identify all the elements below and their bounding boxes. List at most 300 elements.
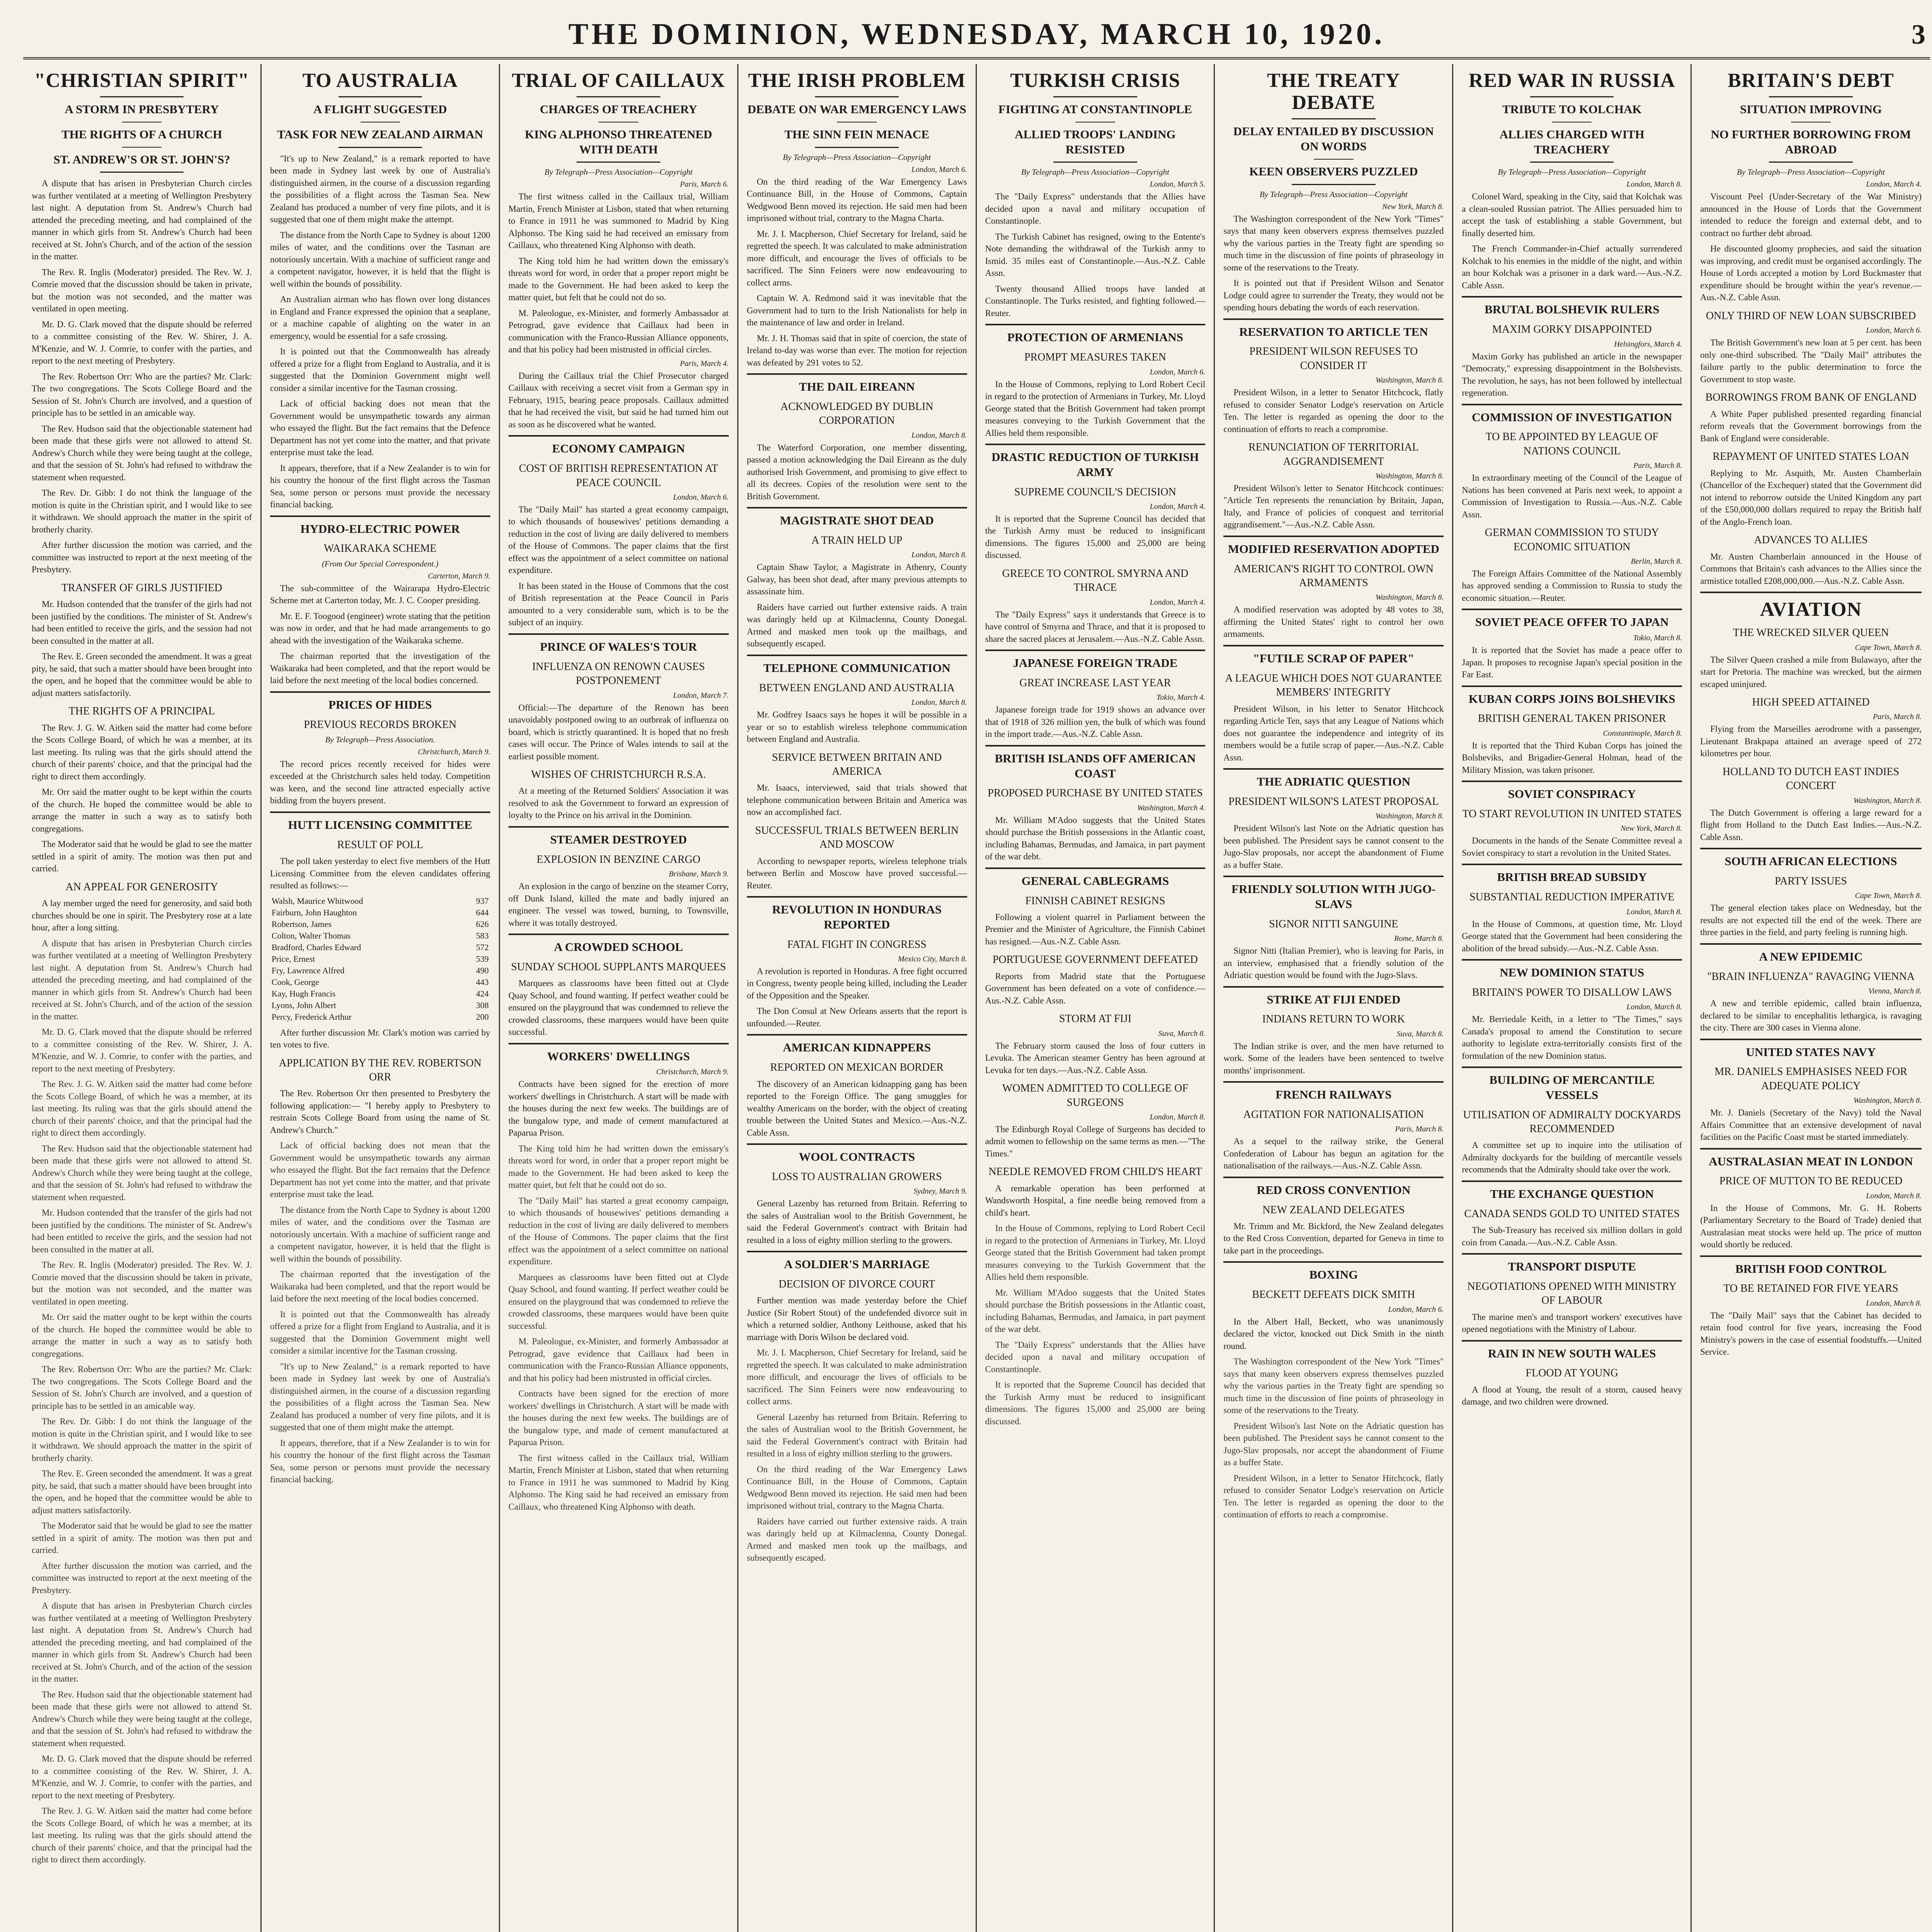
dateline: Cape Town, March 8. (1855, 891, 1922, 900)
divider (1462, 959, 1682, 961)
paragraph: M. Paleologue, ex-Minister, and formerly Ambassador at Petrograd, gave evidence that Caillaux had been in communication with the Franco-Russian Alliance opponents, and that his policy had been mistrusted in official circles. (508, 1337, 729, 1383)
section-heading: RESERVATION TO ARTICLE TEN (1239, 325, 1428, 338)
paragraph: The Rev. Robertson Orr then presented to Presbytery the following application:— "I hereby apply to Presbytery to restrain Scots College Board from using the name of St. Andrew's Church." (270, 1088, 490, 1135)
dateline: London, March 5. (1150, 180, 1206, 189)
subheading: SUBSTANTIAL REDUCTION IMPERATIVE (1469, 891, 1675, 903)
paragraph: The marine men's and transport workers' executives have opened negotiations with the Ministry of Labour. (1462, 1312, 1682, 1334)
divider (747, 373, 967, 375)
paragraph: He discounted gloomy prophecies, and said the situation was improving, and credit must be organised accordingly. The House of Lords accepted a motion by Lord Buckmaster that expenditure should be brought within the year's revenue.—Aus.-N.Z. Cable Assn. (1700, 244, 1922, 303)
table-row (270, 895, 490, 907)
deck: FIGHTING AT CONSTANTINOPLE (998, 102, 1192, 116)
dateline: London, March 4. (1150, 598, 1206, 607)
subheading: APPLICATION BY THE REV. ROBERTSON ORR (279, 1057, 482, 1083)
table-row (270, 918, 490, 930)
paragraph: The Washington correspondent of the New York "Times" says that many keen observers express themselves puzzled why the various parties in the Treaty fight are spending so much time in the discussion of fine points of phraseology in some of the reservations to the Treaty. (1223, 214, 1444, 272)
divider (1462, 685, 1682, 687)
dateline: New York, March 8. (1382, 202, 1444, 211)
paragraph: The distance from the North Cape to Sydney is about 1200 miles of water, and the conditions over the Tasman are notoriously uncertain. With a machine of sufficient range and a competent navigator, however, it is held that the flight is well within the bounds of possibility. (270, 1205, 490, 1264)
divider (577, 162, 660, 163)
deck: TASK FOR NEW ZEALAND AIRMAN (277, 127, 483, 141)
section-heading: FRIENDLY SOLUTION WITH JUGO-SLAVS (1231, 882, 1436, 911)
paragraph: A remarkable operation has been performed at Wandsworth Hospital, a fine needle being removed from a child's heart. (985, 1183, 1206, 1218)
paragraph: The chairman reported that the investigation of the Waikaraka had been completed, and that the report would be laid before the next meeting of the local bodies concerned. (270, 651, 490, 685)
subheading: INDIANS RETURN TO WORK (1262, 1013, 1405, 1026)
divider (509, 435, 729, 437)
dateline: London, March 8. (1626, 180, 1682, 189)
subheading: SUNDAY SCHOOL SUPPLANTS MARQUEES (511, 961, 726, 973)
dateline: Vienna, March 8. (1868, 987, 1922, 996)
paragraph: Mr. D. G. Clark moved that the dispute should be referred to a committee consisting of the Rev. W. Shirer, J. A. M'Kenzie, and W. J. Comrie, to confer with the parties, and report to the next meeting of Presbytery. (32, 1754, 252, 1800)
divider (1462, 781, 1682, 782)
section-heading: BUILDING OF MERCANTILE VESSELS (1489, 1073, 1655, 1102)
subheading: TO BE RETAINED FOR FIVE YEARS (1723, 1282, 1898, 1295)
divider (1700, 943, 1922, 945)
paragraph: M. Paleologue, ex-Minister, and formerly Ambassador at Petrograd, gave evidence that Caillaux had been in communication with the Franco-Russian Alliance opponents, and that his policy had been mistrusted in official circles. (508, 308, 729, 355)
subheading: BRITISH GENERAL TAKEN PRISONER (1478, 713, 1666, 725)
dateline: Brisbane, March 9. (668, 870, 729, 879)
paragraph: Lack of official backing does not mean that the Government would be unsympathetic towards any airman who essayed the flight. But the fact remains that the Defence Department has not yet come into the matter, and that private enterprise must take the lead. (270, 399, 490, 457)
deck: KEEN OBSERVERS PUZZLED (1249, 164, 1418, 178)
vote-count: 308 (476, 1000, 489, 1010)
candidate-name: Price, Ernest (271, 954, 315, 964)
section-heading: HUTT LICENSING COMMITTEE (288, 818, 473, 832)
paragraph: On the third reading of the War Emergency Laws Continuance Bill, in the House of Commons, Captain Wedgwood Benn moved its rejection. He said men had been imprisoned without trial, contrary to the Magna Charta. (747, 1464, 967, 1511)
subheading: MR. DANIELS EMPHASISES NEED FOR ADEQUATE POLICY (1714, 1066, 1907, 1092)
section-heading: BRITISH FOOD CONTROL (1735, 1262, 1887, 1276)
subheading: GREECE TO CONTROL SMYRNA AND THRACE (1002, 567, 1189, 594)
paragraph: Following a violent quarrel in Parliament between the Premier and the Minister of Agriculture, the Finnish Cabinet has resigned.—Aus.-N.Z. Cable Assn. (985, 912, 1206, 946)
divider (1462, 609, 1682, 610)
paragraph: Japanese foreign trade for 1919 shows an advance over that of 1918 of 326 million yen, the bulk of which was found in the import trade.—Aus.-N.Z. Cable Assn. (985, 705, 1206, 739)
subheading: LOSS TO AUSTRALIAN GROWERS (772, 1170, 942, 1183)
dateline: London, March 7. (673, 691, 729, 700)
dateline: London, March 4. (1150, 502, 1206, 511)
section-heading: PRINCE OF WALES'S TOUR (540, 639, 697, 653)
divider (985, 745, 1206, 747)
divider (747, 655, 967, 656)
subheading: "BRAIN INFLUENZA" RAVAGING VIENNA (1707, 970, 1915, 983)
deck: ALLIES CHARGED WITH TREACHERY (1499, 127, 1645, 156)
section-heading: RAIN IN NEW SOUTH WALES (1488, 1346, 1656, 1360)
paragraph: President Wilson's last Note on the Adriatic question has been published. The President says he cannot consent to the Jugo-Slav proposals, nor accept the abandonment of Fiume as a buffer State. (1223, 823, 1444, 870)
divider (1530, 162, 1614, 163)
paragraph: The Dutch Government is offering a large reward for a flight from Holland to the Dutch East Indies.—Aus.-N.Z. Cable Assn. (1700, 808, 1922, 842)
section-heading: WORKERS' DWELLINGS (547, 1049, 690, 1063)
vote-count: 572 (476, 942, 489, 952)
paragraph: Lack of official backing does not mean that the Government would be unsympathetic towards any airman who essayed the flight. But the fact remains that the Defence Department has not yet come into the matter, and that private enterprise must take the lead. (270, 1141, 490, 1199)
vote-count: 937 (476, 896, 489, 906)
divider (1462, 1253, 1682, 1255)
paragraph: The Rev. J. G. W. Aitken said the matter had come before the Scots College Board, of which he was a member, at its last meeting. Its ruling was that the girls should attend the church of their parents' choice, and that the principal had the right to direct them accordingly. (32, 1079, 252, 1138)
paragraph: The Moderator said that he would be glad to see the matter settled in a spirit of amity. The motion was then put and carried. (32, 839, 252, 874)
deck: NO FURTHER BORROWING FROM ABROAD (1711, 127, 1911, 156)
subheading: A TRAIN HELD UP (811, 534, 903, 546)
divider (1223, 318, 1444, 320)
dateline: Washington, March 8. (1375, 593, 1444, 602)
paragraph: The Rev. J. G. W. Aitken said the matter had come before the Scots College Board, of which he was a member, at its last meeting. Its ruling was that the girls should attend the church of their parents' choice, and that the principal had the right to direct them accordingly. (32, 723, 252, 781)
column-3 (500, 64, 738, 1932)
dateline: London, March 6. (673, 493, 729, 502)
paragraph: It is reported that the Supreme Council has decided that the Turkish Army must be reduced to insignificant dimensions. The figures 15,000 and 25,000 are being discussed. (985, 1380, 1206, 1426)
subheading: SERVICE BETWEEN BRITAIN AND AMERICA (772, 751, 942, 777)
paragraph: Mr. William M'Adoo suggests that the United States should purchase the British possessions in the Atlantic coast, including Bahamas, Bermudas, and Jamaica, in part payment of the war debt. (985, 815, 1206, 862)
paragraph: Marquees as classrooms have been fitted out at Clyde Quay School, and found wanting. If perfect weather could be ensured on the playground that was condemned to relieve the crowded classrooms, these marquees would have been quite successful. (508, 978, 729, 1037)
deck: A FLIGHT SUGGESTED (313, 102, 447, 116)
divider (1700, 1039, 1922, 1040)
paragraph: Further mention was made yesterday before the Chief Justice (Sir Robert Stout) of the undefended divorce suit in which a returned soldier, Anthony Leithouse, asked that his marriage with Doris Wilson be declared void. (747, 1296, 967, 1342)
section-heading: A NEW EPIDEMIC (1759, 949, 1863, 963)
paragraph: It is pointed out that the Commonwealth has already offered a prize for a flight from England to Australia, and it is suggested that the Dominion Government might well consider a similar incentive for the Tasman crossing. (270, 1309, 490, 1356)
credit-line: By Telegraph—Press Association. (325, 735, 435, 744)
paragraph: Documents in the hands of the Senate Committee reveal a Soviet conspiracy to start a revolution in the United States. (1462, 836, 1682, 858)
subheading: STORM AT FIJI (1059, 1013, 1132, 1025)
subheading: BRITAIN'S POWER TO DISALLOW LAWS (1472, 986, 1672, 998)
table-row (270, 988, 490, 1000)
paragraph: Mr. Orr said the matter ought to be kept within the courts of the church. He hoped the committee would be able to arrange the matter in such a way as to satisfy both congregations. (32, 1312, 252, 1359)
deck: A STORM IN PRESBYTERY (65, 102, 219, 116)
paragraph: After further discussion the motion was carried, and the committee was instructed to report at the next meeting of the Presbytery. (32, 540, 252, 575)
paragraph: A committee set up to inquire into the utilisation of Admiralty dockyards for the building of mercantile vessels recommends that the Admiralty should take over the work. (1462, 1140, 1682, 1175)
subheading: A LEAGUE WHICH DOES NOT GUARANTEE MEMBERS' INTEGRITY (1225, 672, 1442, 699)
subheading: PARTY ISSUES (1775, 875, 1847, 887)
subheading: DECISION OF DIVORCE COURT (779, 1278, 935, 1290)
subheading: BETWEEN ENGLAND AND AUSTRALIA (759, 682, 955, 694)
section-heading: SOVIET CONSPIRACY (1508, 787, 1636, 801)
candidate-name: Lyons, John Albert (271, 1000, 336, 1010)
dateline: Mexico City, March 8. (898, 954, 967, 963)
subheading: PRICE OF MUTTON TO BE REDUCED (1719, 1175, 1903, 1187)
dateline: London, March 6. (1150, 367, 1206, 376)
divider (1053, 96, 1137, 97)
paragraph: The general election takes place on Wednesday, but the results are not expected till the end of the week. There are three parties in the field, and party feeling is running high. (1700, 903, 1922, 937)
paragraph: The Foreign Affairs Committee of the National Assembly has approved sending a Commission to Russia to study the economic situation.—Reuter. (1462, 568, 1682, 603)
subheading: PORTUGUESE GOVERNMENT DEFEATED (992, 954, 1198, 966)
vote-count: 583 (476, 930, 489, 940)
dateline: Washington, March 8. (1853, 796, 1922, 805)
candidate-name: Robertson, James (271, 919, 332, 929)
column-1 (23, 64, 262, 1932)
paragraph: The Rev. E. Green seconded the amendment. It was a great pity, he said, that such a matter should have been brought into the open, and he hoped that the committee would be able to adjust matters satisfactorily. (32, 1469, 252, 1515)
dateline: London, March 4. (1866, 180, 1922, 189)
candidate-name: Percy, Frederick Arthur (271, 1012, 352, 1022)
divider (270, 691, 490, 693)
subheading: THE WRECKED SILVER QUEEN (1733, 627, 1889, 639)
headline: TO AUSTRALIA (302, 70, 458, 92)
paragraph: In the Albert Hall, Beckett, who was unanimously declared the victor, knocked out Dick Smith in the ninth round. (1223, 1316, 1444, 1351)
subheading: HOLLAND TO DUTCH EAST INDIES CONCERT (1722, 765, 1900, 792)
paragraph: A revolution is reported in Honduras. A free fight occurred in Congress, twenty people being killed, including the Leader of the Opposition and the Speaker. (747, 966, 967, 1000)
paragraph: A dispute that has arisen in Presbyterian Church circles was further ventilated at a meeting of Wellington Presbytery last night. A deputation from St. Andrew's Church had attended the preceding meeting, and had complained of the manner in which girls from St. Andrew's Church had been received at St. John's Church, and of the action of the session in the matter. (32, 179, 252, 262)
dateline: Berlin, March 8. (1631, 557, 1682, 566)
paragraph: In the House of Commons, at question time, Mr. Lloyd George stated that the Government had been considering the abolition of the bread subsidy.—Aus.-N.Z. Cable Assn. (1462, 919, 1682, 953)
paragraph: It is reported that the Soviet has made a peace offer to Japan. It proposes to recognise Japan's special position in the Far East. (1462, 645, 1682, 680)
paragraph: Flying from the Marseilles aerodrome with a passenger, Lieutenant Brakpapa attained an average speed of 272 kilometres per hour. (1700, 724, 1922, 759)
deck: CHARGES OF TREACHERY (540, 102, 697, 116)
divider (1462, 1340, 1682, 1342)
divider (1292, 184, 1376, 185)
table-row (270, 930, 490, 942)
continued-text (1223, 1355, 1444, 1521)
paragraph: The "Daily Express" says it understands that Greece is to have control of Smyrna and Thrace, and that it is proposed to share the sacred places at Jerusalem.—Aus.-N.Z. Cable Assn. (985, 609, 1206, 644)
section-heading: THE ADRIATIC QUESTION (1257, 775, 1410, 788)
divider (1462, 296, 1682, 298)
dateline: Suva, March 8. (1158, 1029, 1206, 1038)
paragraph: The Rev. Hudson said that the objectionable statement had been made that these girls were not allowed to attend St. Andrew's Church while they were being taught at the college, and that the session of St. John's had refused to withdraw the statement when requested. (32, 1689, 252, 1748)
section-heading: RED CROSS CONVENTION (1257, 1183, 1411, 1197)
candidate-name: Fairburn, John Haughton (271, 907, 357, 917)
vote-count: 200 (476, 1012, 489, 1022)
divider (1223, 1177, 1444, 1178)
paragraph: A White Paper published presented regarding financial reform reveals that the Government borrowings from the Bank of England were considerable. (1700, 409, 1922, 443)
dateline: London, March 8. (911, 551, 967, 560)
paragraph: Captain W. A. Redmond said it was inevitable that the Government had to turn to the Irish Nationalists for help in the maintenance of law and order in Ireland. (747, 293, 967, 328)
continued-text (270, 1139, 490, 1486)
dateline: Rome, March 8. (1394, 934, 1444, 943)
dateline: Carterton, March 9. (428, 571, 490, 580)
divider (985, 867, 1206, 869)
subheading: SIGNOR NITTI SANGUINE (1269, 918, 1398, 930)
paragraph: Raiders have carried out further extensive raids. A train was daringly held up at Kilmaclenna, County Donegal. Armed and masked men took up the mailbags, and subsequently escaped. (747, 602, 967, 649)
paragraph: The King told him he had written down the emissary's threats word for word, in order that a proper report might be made to the Government. He had been asked to keep the matter quiet, but felt that he could not do so. (508, 1143, 729, 1190)
credit-line: By Telegraph—Press Association—Copyright (544, 167, 693, 177)
table-row (270, 1000, 490, 1011)
section-heading: A CROWDED SCHOOL (554, 940, 683, 954)
paragraph: Mr. E. F. Toogood (engineer) wrote stating that the petition was now in order, and that he had made arrangements to go ahead with the investigation of the Waikaraka scheme. (270, 611, 490, 645)
section-heading: ECONOMY CAMPAIGN (552, 442, 685, 456)
paragraph: The Rev. Hudson said that the objectionable statement had been made that these girls were not allowed to attend St. Andrew's Church while they were being taught at the college, and that the session of St. John's had refused to withdraw the statement when requested. (32, 1143, 252, 1202)
dateline: London, March 6. (1388, 1305, 1444, 1314)
deck: THE SINN FEIN MENACE (784, 127, 929, 141)
paragraph: President Wilson's letter to Senator Hitchcock continues: "Article Ten represents the renunciation by Britain, Japan, Italy, and France of policies of conquest and territorial aggrandisement."—Aus.-N.Z. Cable Assn. (1223, 483, 1444, 530)
paragraph: The first witness called in the Caillaux trial, William Martin, French Minister at Lisbon, stated that when returning to France in 1911 he was summoned to Madrid by King Alphonso. The King said he had received an emissary from Caillaux, who threatened King Alphonso with death. (508, 1453, 729, 1512)
paragraph: The "Daily Express" understands that the Allies have decided upon a naval and military occupation of Constantinople. (985, 1340, 1206, 1374)
paragraph: Contracts have been signed for the erection of more workers' dwellings in Christchurch. A start will be made with the houses during the next few weeks. The buildings are of the bungalow type, and made of cement manufactured at Paparua Prison. (508, 1079, 729, 1138)
section-heading: PRICES OF HIDES (328, 697, 432, 711)
paragraph: The Rev. Dr. Gibb: I do not think the language of the motion is quite in the Christian spirit, and I would like to see it withdrawn. We should approach the matter in the spirit of brotherly charity. (32, 488, 252, 534)
subheading: BORROWINGS FROM BANK OF ENGLAND (1705, 391, 1917, 404)
subheading: MAXIM GORKY DISAPPOINTED (1492, 323, 1652, 336)
divider (985, 444, 1206, 445)
subheading: SUCCESSFUL TRIALS BETWEEN BERLIN AND MOSCOW (755, 824, 959, 851)
section-heading: GENERAL CABLEGRAMS (1021, 874, 1169, 888)
section-heading: BRITISH BREAD SUBSIDY (1497, 870, 1647, 884)
divider (122, 147, 162, 148)
section-heading: STRIKE AT FIJI ENDED (1267, 992, 1401, 1006)
dateline: Paris, March 8. (1633, 461, 1682, 470)
section-heading: STEAMER DESTROYED (550, 832, 687, 846)
subheading: CANADA SENDS GOLD TO UNITED STATES (1464, 1208, 1680, 1220)
paragraph: The Rev. E. Green seconded the amendment. It was a great pity, he said, that such a matter should have been brought into the open, and he hoped that the committee would be able to adjust matters satisfactorily. (32, 651, 252, 698)
dateline: London, March 8. (1150, 1112, 1206, 1121)
divider (985, 650, 1206, 651)
headline: THE IRISH PROBLEM (748, 70, 966, 92)
dateline: London, March 8. (1626, 907, 1682, 916)
paragraph: An Australian airman who has flown over long distances in England and France expressed the opinion that a seaplane, or a machine capable of alighting on the water in an emergency, would be essential for a safe crossing. (270, 294, 490, 341)
dateline: Washington, March 8. (1375, 376, 1444, 385)
subheading: WAIKARAKA SCHEME (323, 543, 437, 555)
paragraph: The King told him he had written down the emissary's threats word for word, in order that a proper report might be made to the Government. He had been asked to keep the matter quiet, but felt that he could not do so. (508, 256, 729, 303)
paragraph: Mr. Hudson contended that the transfer of the girls had not been justified by the conditions. The minister of St. Andrew's had been entitled to receive the girls, and the session had not been consulted in the matter at all. (32, 1208, 252, 1254)
subheading: AN APPEAL FOR GENEROSITY (65, 881, 218, 893)
paragraph: Mr. Isaacs, interviewed, said that trials showed that telephone communication between Britain and America was now an accomplished fact. (747, 783, 967, 817)
candidate-name: Walsh, Maurice Whitwood (271, 896, 363, 906)
headline: BRITAIN'S DEBT (1728, 70, 1894, 92)
column-4 (738, 64, 977, 1932)
subheading: COST OF BRITISH REPRESENTATION AT PEACE COUNCIL (519, 463, 718, 489)
subheading: NEEDLE REMOVED FROM CHILD'S HEART (988, 1166, 1202, 1178)
divider (509, 934, 729, 935)
paragraph: According to newspaper reports, wireless telephone trials between Berlin and Moscow have proved successful.—Reuter. (747, 856, 967, 890)
deck: THE RIGHTS OF A CHURCH (61, 127, 222, 141)
divider (747, 1034, 967, 1036)
divider (1053, 162, 1137, 163)
divider (1314, 159, 1354, 160)
paragraph: It appears, therefore, that if a New Zealander is to win for his country the honour of the first flight across the Tasman Sea, some person or persons must provide the necessary financial backing. (270, 1438, 490, 1485)
paragraph: It is reported that the Supreme Council has decided that the Turkish Army must be reduced to insignificant dimensions. The figures 15,000 and 25,000 are being discussed. (985, 514, 1206, 560)
subheading: ADVANCES TO ALLIES (1754, 534, 1868, 546)
paragraph: The Waterford Corporation, one member dissenting, passed a motion acknowledging the Dail Eireann as the duly authorised Irish Government, and promising to give effect to all its decrees. Copies of the resolution were sent to the British Government. (747, 442, 967, 501)
dateline: New York, March 8. (1621, 824, 1682, 833)
paragraph: The Sub-Treasury has received six million dollars in gold coin from Canada.—Aus.-N.Z. Cable Assn. (1462, 1225, 1682, 1247)
dateline: Constantinople, March 8. (1603, 729, 1682, 738)
divider (1223, 986, 1444, 988)
paragraph: Mr. Berriedale Keith, in a letter to "The Times," says Canada's proposal to amend the Constitution to secure authority to legislate extra-territorially consists first of the formulation of the new Dominion status. (1462, 1014, 1682, 1061)
subheading: TO START REVOLUTION IN UNITED STATES (1462, 808, 1682, 820)
paragraph: A dispute that has arisen in Presbyterian Church circles was further ventilated at a meeting of Wellington Presbytery last night. A deputation from St. Andrew's Church had attended the preceding meeting, and had complained of the manner in which girls from St. Andrew's Church had been received at St. John's Church, and of the action of the session in the matter. (32, 938, 252, 1021)
paragraph: In the House of Commons, Mr. G. H. Roberts (Parliamentary Secretary to the Board of Trade) denied that Australasian meat stocks were held up. The price of mutton would shortly be reduced. (1700, 1203, 1922, 1250)
section-heading: THE DAIL EIREANN (799, 380, 915, 394)
section-heading: FRENCH RAILWAYS (1276, 1088, 1392, 1102)
paragraph: The poll taken yesterday to elect five members of the Hutt Licensing Committee from the eleven candidates offering resulted as follows:— (270, 856, 490, 891)
deck: TRIBUTE TO KOLCHAK (1502, 102, 1642, 116)
paragraph: "It's up to New Zealand," is a remark reported to have been made in Sydney last week by one of Australia's distinguished airmen, in the course of a discussion regarding the possibilities of a flight across the Tasman Sea. New Zealand has produced a number of very fine pilots, and it is suggested that one of them might make the attempt. (270, 1361, 490, 1432)
paragraph: Viscount Peel (Under-Secretary of the War Ministry) announced in the House of Lords that the Government intended to reduce the foreign and external debt, and to contract no further debt abroad. (1700, 192, 1922, 238)
candidate-name: Bradford, Charles Edward (271, 942, 361, 952)
paragraph: Mr. D. G. Clark moved that the dispute should be referred to a committee consisting of the Rev. W. Shirer, J. A. M'Kenzie, and W. J. Comrie, to confer with the parties, and report to the next meeting of Presbytery. (32, 319, 252, 366)
paragraph: Mr. William M'Adoo suggests that the United States should purchase the British possessions in the Atlantic coast, including Bahamas, Bermudas, and Jamaica, in part payment of the war debt. (985, 1287, 1206, 1334)
deck: DEBATE ON WAR EMERGENCY LAWS (747, 102, 966, 116)
paragraph: Reports from Madrid state that the Portuguese Government has been defeated on a vote of confidence.—Aus.-N.Z. Cable Assn. (985, 971, 1206, 1005)
section-heading: AUSTRALASIAN MEAT IN LONDON (1709, 1154, 1913, 1168)
paragraph: The Rev. Hudson said that the objectionable statement had been made that these girls were not allowed to attend St. Andrew's Church while they were being taught at the college, and that the session of St. John's had refused to withdraw the statement when requested. (32, 423, 252, 482)
credit-line: (From Our Special Correspondent.) (321, 559, 439, 568)
subheading: PRESIDENT WILSON REFUSES TO CONSIDER IT (1249, 345, 1418, 372)
subheading: WISHES OF CHRISTCHURCH R.S.A. (531, 769, 706, 781)
paragraph: During the Caillaux trial the Chief Prosecutor charged Caillaux with receiving a secret visit from a German spy in February, 1915, bearing peace proposals. Caillaux admitted that he had received the visit, but said he had turned him out as soon as he discovered what he wanted. (508, 371, 729, 429)
subheading: REPORTED ON MEXICAN BORDER (770, 1061, 944, 1074)
paragraph: The "Daily Mail" says that the Cabinet has decided to retain food control for five years, increasing the Food Ministry's powers in the case of essential foodstuffs.—United Service. (1700, 1310, 1922, 1357)
divider (1462, 864, 1682, 865)
dateline: Washington, March 8. (1853, 1096, 1922, 1105)
subheading: PROMPT MEASURES TAKEN (1024, 351, 1166, 364)
deck: DELAY ENTAILED BY DISCUSSION ON WORDS (1233, 124, 1434, 153)
poll-results-table (270, 895, 490, 1023)
paragraph: Colonel Ward, speaking in the City, said that Kolchak was a clean-souled Russian patriot. The Allies persuaded him to accept the task of establishing a stable Government, but finally deserted him. (1462, 192, 1682, 238)
paragraph: The Rev. Robertson Orr: Who are the parties? Mr. Clark: The two congregations. The Scots College Board and the Session of St. John's Church are involved, and a question of principle has to be settled in an amicable way. (32, 1364, 252, 1411)
divider (747, 896, 967, 898)
dateline: London, March 8. (1626, 1003, 1682, 1012)
table-row (270, 965, 490, 976)
dateline: Christchurch, March 9. (418, 747, 490, 756)
section-heading: SOUTH AFRICAN ELECTIONS (1725, 854, 1897, 868)
headline: TRIAL OF CAILLAUX (512, 70, 725, 92)
headline: TURKISH CRISIS (1010, 70, 1180, 92)
divider (338, 96, 422, 97)
divider (815, 147, 899, 148)
subheading: PREVIOUS RECORDS BROKEN (304, 718, 457, 731)
section-heading: REVOLUTION IN HONDURAS REPORTED (772, 903, 942, 931)
vote-count: 443 (476, 977, 489, 987)
divider (1530, 96, 1614, 97)
headline: THE TREATY DEBATE (1267, 70, 1400, 114)
deck: SITUATION IMPROVING (1740, 102, 1882, 116)
table-row (270, 907, 490, 918)
divider (1769, 162, 1853, 163)
deck: ST. ANDREW'S OR ST. JOHN'S? (53, 152, 230, 166)
table-row (270, 976, 490, 988)
divider (1223, 1261, 1444, 1263)
subheading: INFLUENZA ON RENOWN CAUSES POSTPONEMENT (532, 660, 705, 687)
section-heading: COMMISSION OF INVESTIGATION (1471, 410, 1672, 424)
credit-line: By Telegraph—Press Association—Copyright (1021, 167, 1169, 177)
paragraph: At a meeting of the Returned Soldiers' Association it was resolved to ask the Government to forward an expression of loyalty to the Prince on his arrival in the Dominion. (508, 786, 729, 820)
candidate-name: Cook, George (271, 977, 319, 987)
paragraph: President Wilson, in a letter to Senator Hitchcock, flatly refused to consider Senator Lodge's reservation on Article Ten. The letter is regarded as opening the door to the continuation of efforts to reach a compromise. (1223, 1473, 1444, 1520)
paragraph: President Wilson, in his letter to Senator Hitchcock regarding Article Ten, says that any League of Nations which does not guarantee the independence and integrity of its members would be a futile scrap of paper.—Aus.-N.Z. Cable Assn. (1223, 704, 1444, 762)
paragraph: The French Commander-in-Chief actually surrendered Kolchak to his enemies in the middle of the night, and within an hour Kolchak was a prisoner in a dark ward.—Aus.-N.Z. Cable Assn. (1462, 244, 1682, 290)
section-heading: PROTECTION OF ARMENIANS (1007, 330, 1184, 344)
divider (100, 172, 184, 173)
divider (1292, 118, 1376, 119)
paragraph: In the House of Commons, replying to Lord Robert Cecil in regard to the protection of Armenians in Turkey, Mr. Lloyd George stated that the British Government had taken prompt measures conveying to the Turkish Government that the Allies held them responsible. (985, 379, 1206, 438)
section-heading: BRUTAL BOLSHEVIK RULERS (1484, 303, 1660, 316)
dateline: Paris, March 8. (1395, 1125, 1444, 1134)
divider (1462, 1180, 1682, 1182)
section-heading: MODIFIED RESERVATION ADOPTED (1228, 542, 1439, 556)
paragraph: The first witness called in the Caillaux trial, William Martin, French Minister at Lisbon, stated that when returning to France in 1911 he was summoned to Madrid by King Alphonso. The King said he had received an emissary from Caillaux, who threatened King Alphonso with death. (508, 192, 729, 250)
paragraph: A lay member urged the need for generosity, and said both churches should be one in spirit. The Presbytery rose at a late hour, after a long sitting. (32, 898, 252, 933)
divider (747, 507, 967, 509)
paragraph: President Wilson's last Note on the Adriatic question has been published. The President says he cannot consent to the Jugo-Slav proposals, nor accept the abandonment of Fiume as a buffer State. (1223, 1421, 1444, 1468)
paragraph: The "Daily Mail" has started a great economy campaign, to which thousands of housewives' petitions demanding a reduction in the cost of living are daily delivered to members of the House of Commons. The paper claims that the first effect was the appointment of a select committee on national expenditure. (508, 1196, 729, 1267)
dateline: London, March 8. (911, 431, 967, 440)
columns (23, 64, 1930, 1932)
table-row (270, 953, 490, 965)
subheading: FINNISH CABINET RESIGNS (1025, 895, 1165, 907)
paragraph: It has been stated in the House of Commons that the cost of British representation at the Peace Council in Paris amounted to a very considerable sum, which is to be the subject of an inquiry. (508, 581, 729, 628)
masthead (23, 11, 1930, 60)
table-row (270, 1011, 490, 1023)
subheading: NEW ZEALAND DELEGATES (1262, 1204, 1405, 1216)
page-number: 3 (1912, 19, 1925, 50)
continued-text (509, 1143, 729, 1513)
subheading: HIGH SPEED ATTAINED (1752, 696, 1870, 709)
paragraph: The Don Consul at New Orleans asserts that the report is unfounded.—Reuter. (747, 1006, 967, 1028)
dateline: Paris, March 4. (680, 359, 729, 368)
paragraph: A modified reservation was adopted by 48 votes to 38, affirming the United States' right to control her own armaments. (1223, 605, 1444, 639)
paragraph: Mr. J. I. Macpherson, Chief Secretary for Ireland, said he regretted the speech. It was calculated to make administration more difficult, and encourage the lives of officials to be sacrificed. The Sinn Feiners were now endeavouring to collect arms. (747, 1348, 967, 1406)
headline: "CHRISTIAN SPIRIT" (34, 70, 250, 92)
divider (270, 515, 490, 517)
paragraph: Raiders have carried out further extensive raids. A train was daringly held up at Kilmaclenna, County Donegal. Armed and masked men took up the mailbags, and subsequently escaped. (747, 1516, 967, 1563)
subheading: WOMEN ADMITTED TO COLLEGE OF SURGEONS (1002, 1082, 1189, 1109)
masthead-title: THE DOMINION, WEDNESDAY, MARCH 10, 1920. (568, 17, 1385, 51)
paragraph: The Rev. R. Inglis (Moderator) presided. The Rev. W. J. Comrie moved that the discussion should be taken in private, but the motion was not seconded, and the matter was ventilated in open meeting. (32, 1260, 252, 1306)
subheading: NEGOTIATIONS OPENED WITH MINISTRY OF LABOUR (1467, 1280, 1677, 1307)
paragraph: It is pointed out that the Commonwealth has already offered a prize for a flight from England to Australia, and it is suggested that the Dominion Government might well consider a similar incentive for the Tasman crossing. (270, 347, 490, 393)
section-heading: WOOL CONTRACTS (799, 1150, 915, 1164)
continued-text (985, 1222, 1206, 1427)
